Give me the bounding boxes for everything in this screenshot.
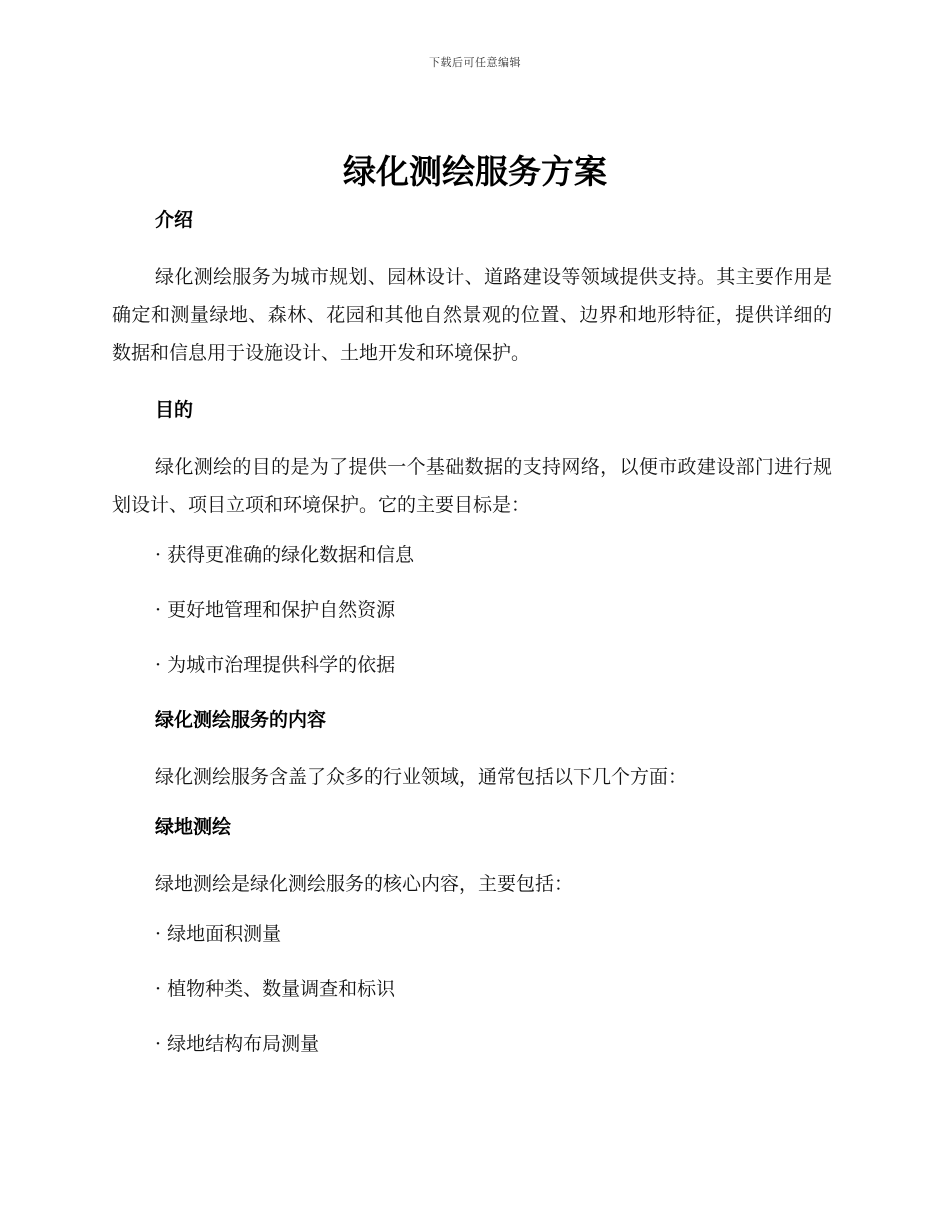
section-heading-purpose: 目的 [155,399,194,421]
header-note: 下载后可任意编辑 [429,56,521,69]
content-paragraph: 绿化测绘服务含盖了众多的行业领域，通常包括以下几个方面： [155,766,688,788]
purpose-paragraph: 绿化测绘的目的是为了提供一个基础数据的支持网络，以便市政建设部门进行规划设计、项目立项和环境保护。它的主要目标是： [112,456,832,516]
document-title: 绿化测绘服务方案 [343,152,607,191]
list-item: · 绿地面积测量 [155,923,282,945]
green-paragraph: 绿地测绘是绿化测绘服务的核心内容，主要包括： [155,873,574,895]
section-heading-content: 绿化测绘服务的内容 [155,709,327,731]
list-item: · 植物种类、数量调查和标识 [155,978,396,1000]
list-item: · 更好地管理和保护自然资源 [155,599,396,621]
list-item: · 为城市治理提供科学的依据 [155,654,396,676]
section-heading-intro: 介绍 [155,209,194,231]
section-heading-green: 绿地测绘 [155,816,232,838]
document-body [112,203,832,1061]
intro-paragraph: 绿化测绘服务为城市规划、园林设计、道路建设等领域提供支持。其主要作用是确定和测量绿地、森林、花园和其他自然景观的位置、边界和地形特征，提供详细的数据和信息用于设施设计、土地开发和环境保护。 [112,266,832,364]
list-item: · 获得更准确的绿化数据和信息 [155,544,415,566]
list-item: · 绿地结构布局测量 [155,1033,320,1055]
